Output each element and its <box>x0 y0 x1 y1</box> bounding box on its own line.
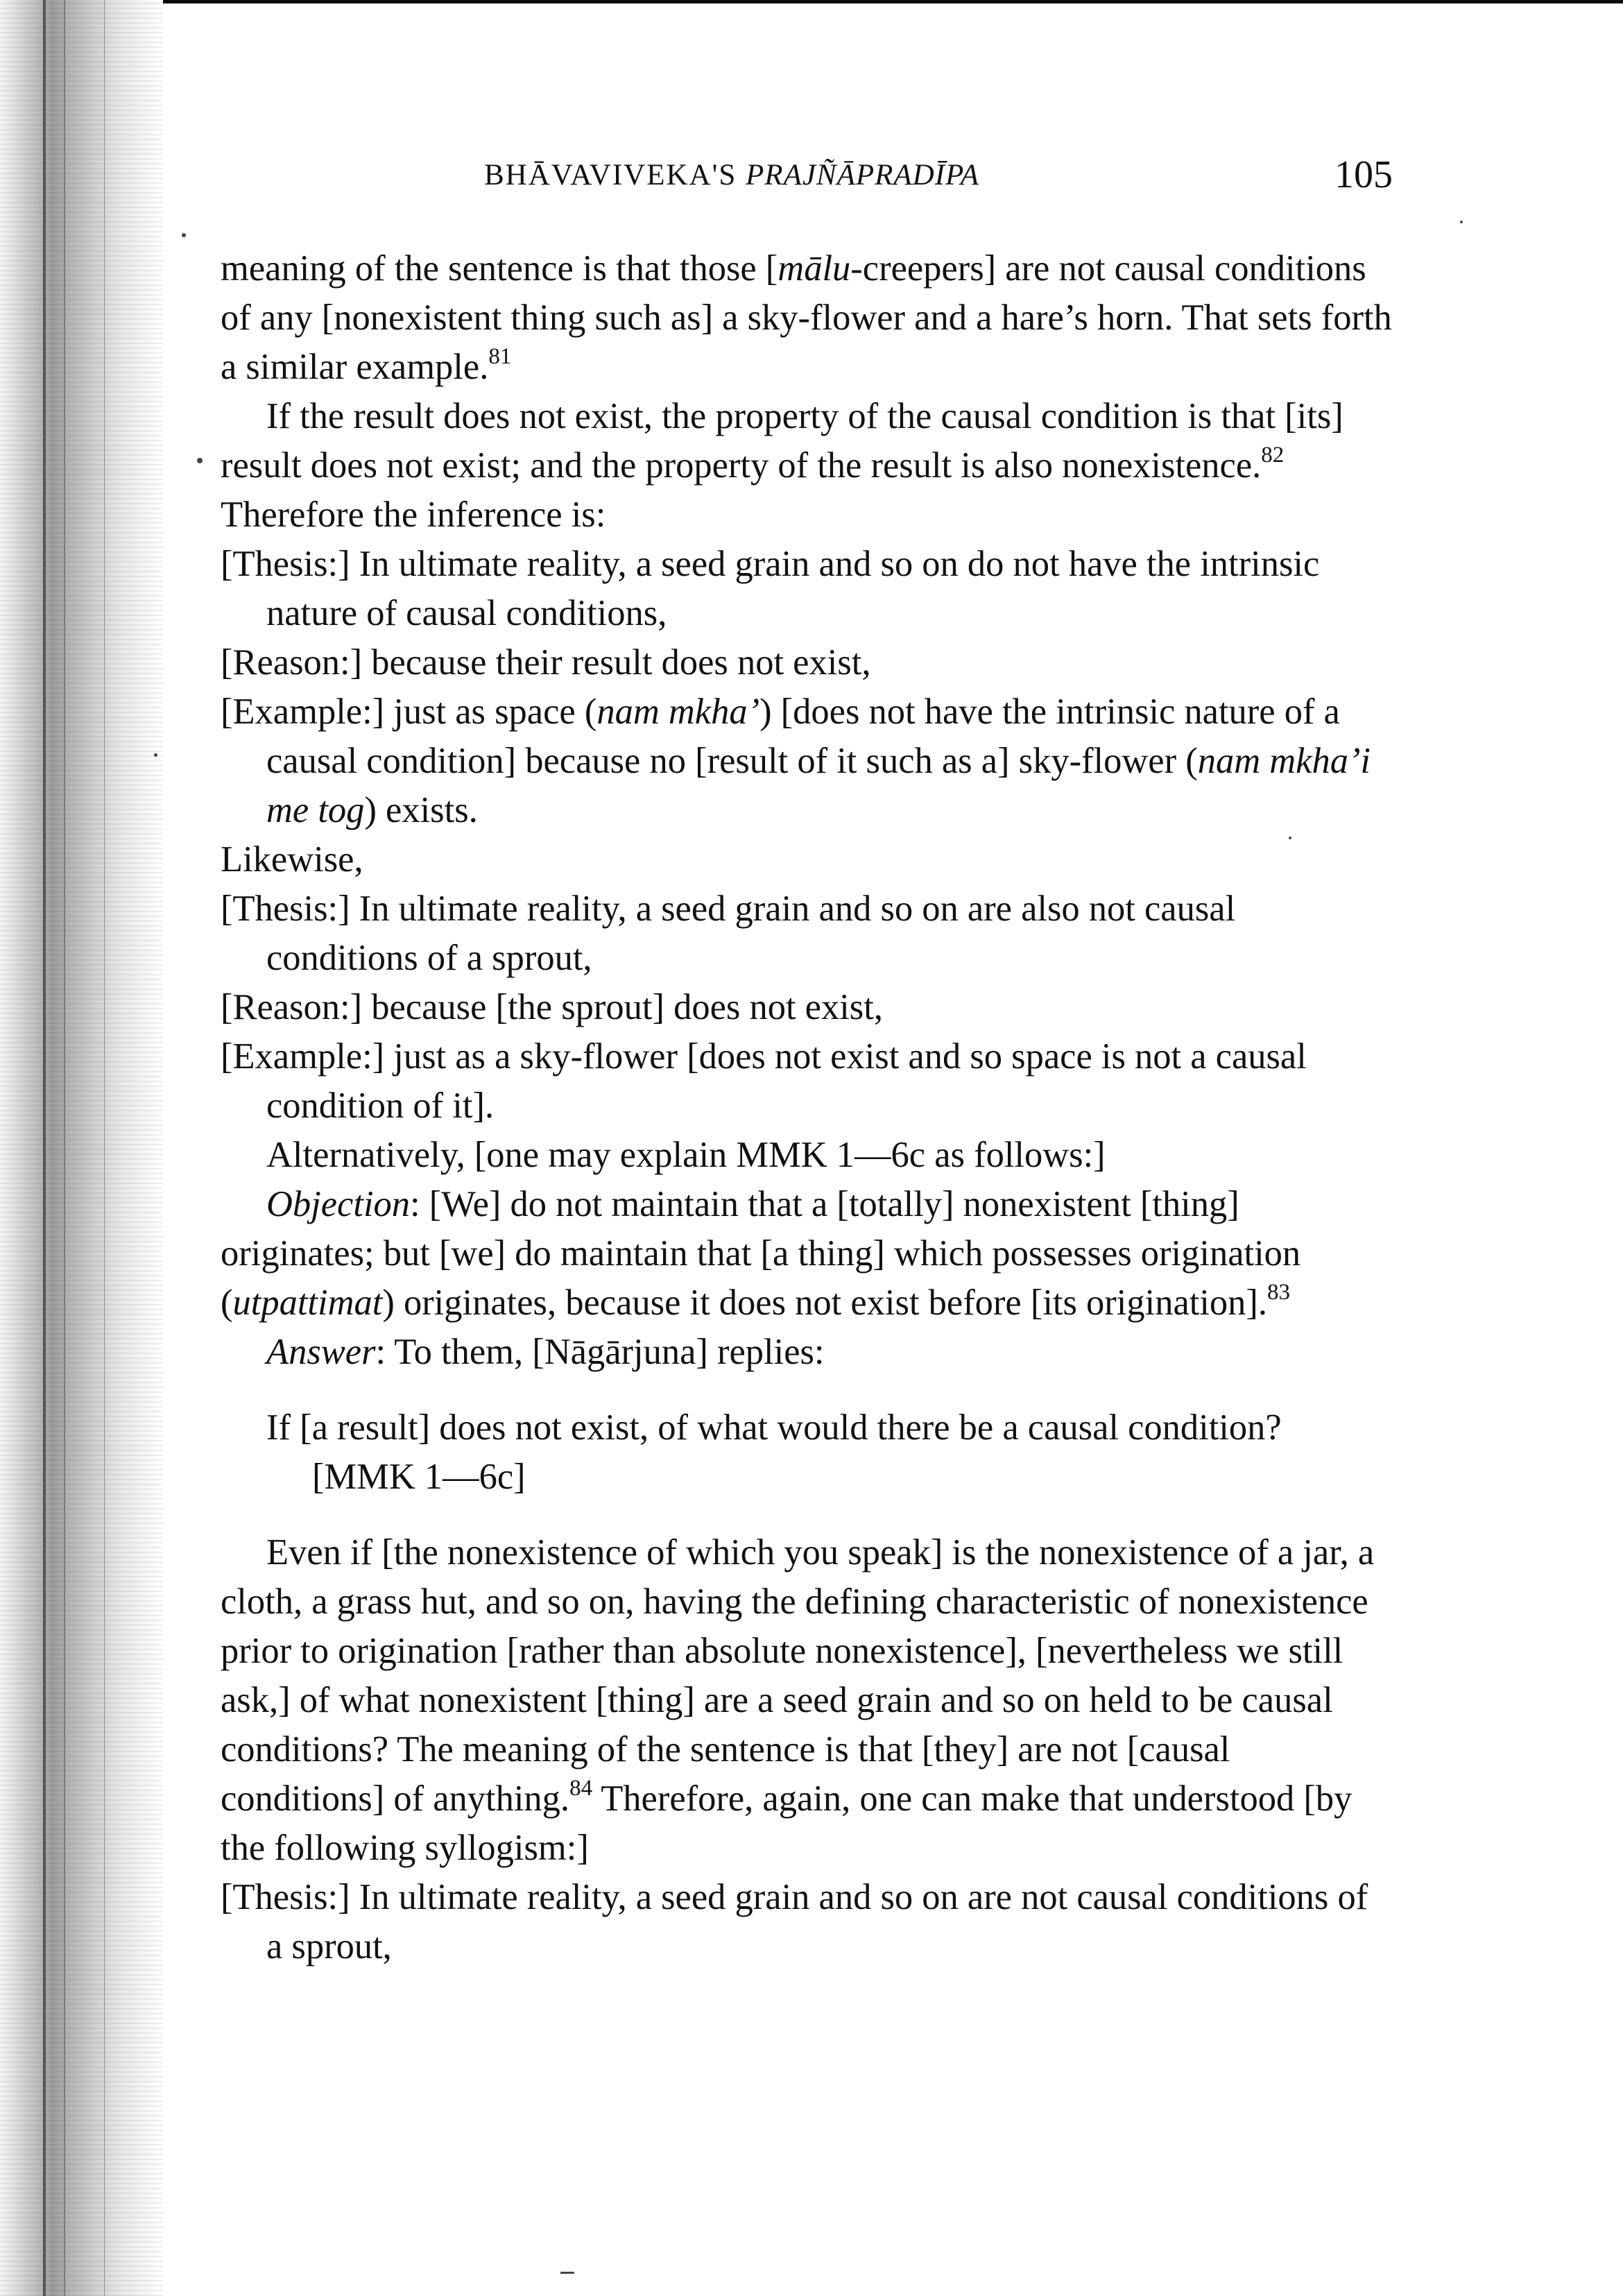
top-border <box>0 0 1623 3</box>
thesis: [Thesis:] In ultimate reality, a seed grain and so on are not causal conditions of a sprout, <box>221 1877 1368 1967</box>
paragraph: meaning of the sentence is that those [mālu-creepers] are not causal conditions of any [nonexistent thing such as] a sky-flower and a hare’s horn. That sets forth a similar example.$^{81}$ <box>221 248 1392 387</box>
thesis: [Thesis:] In ultimate reality, a seed grain and so on do not have the intrinsic nature of causal conditions, <box>221 544 1320 633</box>
spacer <box>221 1377 1393 1403</box>
paragraph: If the result does not exist, the property of the causal condition is that [its] result does not exist; and the property of the result is also nonexistence.$^{82}$ Therefore the inference is: <box>221 396 1343 535</box>
scan-speck <box>1289 837 1291 839</box>
book-binding-shadow <box>0 0 163 2296</box>
objection: Objection: [We] do not maintain that a [totally] nonexistent [thing] originates; but [we] do maintain that [a thing] which possesses origination (utpattimat) originates, because it does not exist before [its origination].$^{83}$ <box>221 1184 1301 1323</box>
footnote-ref: 84 <box>569 1775 593 1801</box>
footnote-ref: 81 <box>488 343 512 369</box>
spacer <box>221 1502 1393 1528</box>
running-head-work: PRAJÑĀPRADĪPA <box>746 159 980 191</box>
thesis: [Thesis:] In ultimate reality, a seed grain and so on are also not causal conditions of a sprout, <box>221 889 1236 978</box>
footnote-ref: 82 <box>1261 442 1285 468</box>
paragraph: Even if [the nonexistence of which you speak] is the nonexistence of a jar, a cloth, a grass hut, and so on, having the defining characteristic of nonexistence prior to origination [rather than absolute nonexistence], [nevertheless we still ask,] of what nonexistent [thing] are a seed grain and so on held to be causal conditions? The meaning of the sentence is that [they] are not [causal conditions] of anything.$^{84}$ Therefore, again, one can make that understood [by the following syllogism:] <box>221 1532 1375 1868</box>
page-header <box>221 151 1393 200</box>
binding-edge-line <box>43 0 46 2296</box>
scan-speck <box>560 2272 574 2274</box>
body-text <box>221 244 1393 1971</box>
running-head <box>484 158 979 192</box>
scan-speck <box>154 753 157 757</box>
example: [Example:] just as space (nam mkha’) [does not have the intrinsic nature of a causal condition] because no [result of it such as a] sky-flower (nam mkha’i me tog) exists. <box>221 692 1371 830</box>
binding-edge-line <box>64 0 65 2296</box>
scan-speck <box>197 458 203 463</box>
verse-quote: If [a result] does not exist, of what would there be a causal condition? [MMK 1—6c] <box>266 1407 1282 1497</box>
scan-speck <box>182 233 186 237</box>
paragraph: Likewise, <box>221 839 363 880</box>
scan-speck <box>1460 221 1463 223</box>
footnote-ref: 83 <box>1267 1279 1291 1305</box>
binding-edge-line <box>104 0 105 2296</box>
reason: [Reason:] because their result does not exist, <box>221 642 871 683</box>
paragraph: Alternatively, [one may explain MMK 1—6c as follows:] <box>266 1135 1106 1175</box>
example: [Example:] just as a sky-flower [does not exist and so space is not a causal condition of it]. <box>221 1036 1307 1126</box>
running-head-author: BHĀVAVIVEKA'S <box>484 159 737 191</box>
reason: [Reason:] because [the sprout] does not exist, <box>221 987 883 1027</box>
page-number: 105 <box>1334 153 1393 196</box>
answer: Answer: To them, [Nāgārjuna] replies: <box>266 1332 825 1372</box>
